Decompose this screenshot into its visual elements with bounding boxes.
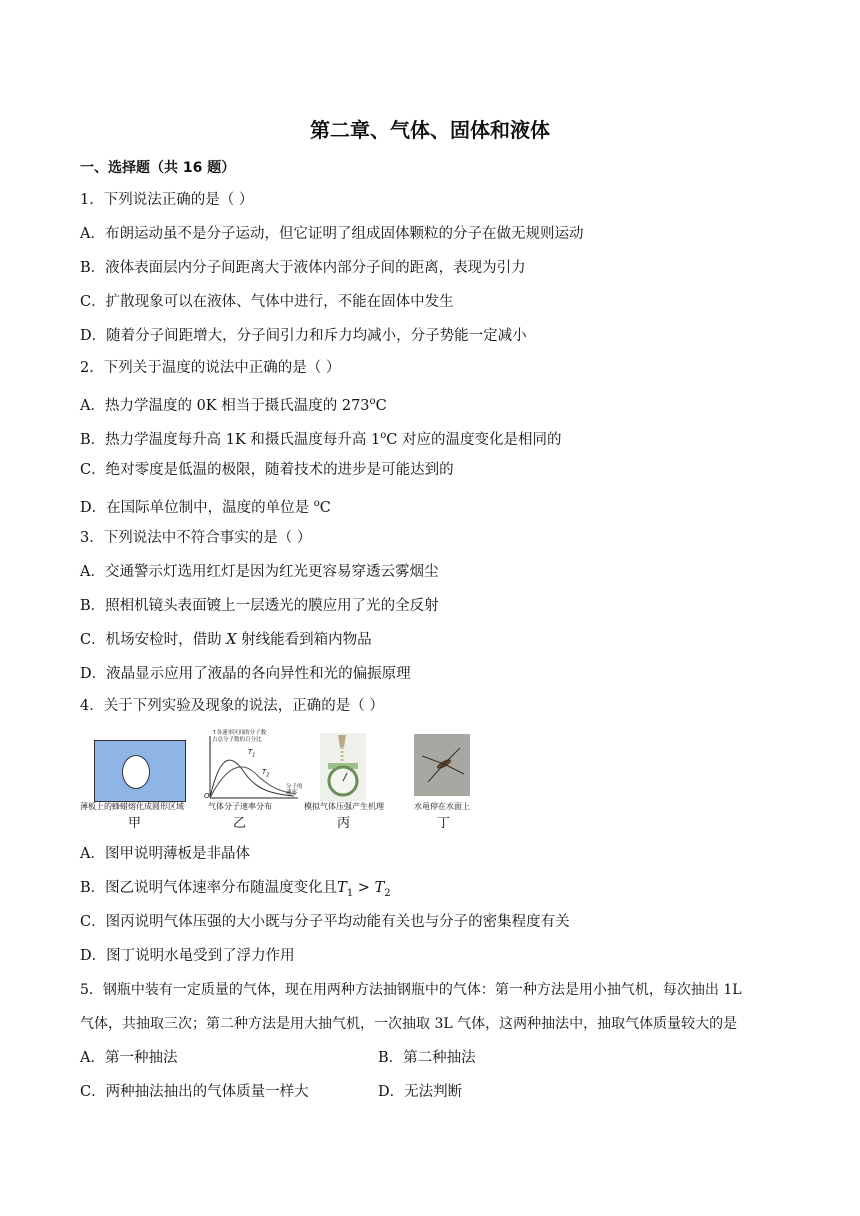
- curve-t1: [210, 760, 294, 798]
- wax-circle: [122, 755, 150, 789]
- question-5-stem-line1: 5．钢瓶中装有一定质量的气体，现在用两种方法抽钢瓶中的气体：第一种方法是用小抽气机，每次抽出 1L: [80, 982, 742, 998]
- question-5-option-d: D．无法判断: [378, 1084, 463, 1100]
- question-4-option-c: C．图丙说明气体压强的大小既与分子平均动能有关也与分子的密集程度有关: [80, 914, 570, 930]
- question-1-option-b: B．液体表面层内分子间距离大于液体内部分子间的距离，表现为引力: [80, 260, 526, 276]
- question-5-option-a: A．第一种抽法: [80, 1050, 178, 1066]
- question-4-option-a: A．图甲说明薄板是非晶体: [80, 846, 250, 862]
- question-3-stem: 3．下列说法中不符合事实的是（ ）: [80, 530, 312, 546]
- question-4-stem: 4．关于下列实验及现象的说法，正确的是（ ）: [80, 698, 384, 714]
- figure-ding-caption: 水黾停在水面上: [414, 802, 470, 811]
- question-5-option-c: C．两种抽法抽出的气体质量一样大: [80, 1084, 309, 1100]
- question-2-option-c: C．绝对零度是低温的极限，随着技术的进步是可能达到的: [80, 462, 454, 478]
- question-4-option-b: B．图乙说明气体速率分布随温度变化且$T_1 > T_2$: [80, 880, 391, 899]
- question-3-option-c: C．机场安检时，借助 X 射线能看到箱内物品: [80, 632, 372, 648]
- figure-yi-t2: $T_2$: [262, 768, 270, 779]
- figure-ding-label: 丁: [437, 816, 451, 831]
- figure-ding-photo: [414, 734, 470, 796]
- figure-yi-xlabel: 分子的 速率: [286, 784, 303, 796]
- figure-yi-label: 乙: [233, 816, 247, 831]
- question-5-stem-line2: 气体，共抽取三次；第二种方法是用大抽气机，一次抽取 3L 气体，这两种抽法中，抽取气体质量较大的是: [80, 1016, 738, 1032]
- question-2-option-a: A．热力学温度的 0K 相当于摄氏温度的 273$^o$C: [80, 396, 387, 414]
- question-1-option-a: A．布朗运动虽不是分子运动，但它证明了组成固体颗粒的分子在做无规则运动: [80, 226, 584, 242]
- figure-yi-ylabel: ↑各速率区间的分子数 占总分子数的百分比: [212, 730, 267, 743]
- question-1-option-d: D．随着分子间距增大，分子间引力和斥力均减小，分子势能一定减小: [80, 328, 527, 344]
- page-title: 第二章、气体、固体和液体: [310, 118, 550, 142]
- figure-bing-caption: 模拟气体压强产生机理: [304, 802, 384, 811]
- question-3-option-d: D．液晶显示应用了液晶的各向异性和光的偏振原理: [80, 666, 411, 682]
- figure-yi-origin: O: [204, 792, 210, 800]
- figure-bing-label: 丙: [337, 816, 351, 831]
- question-4-option-d: D．图丁说明水黾受到了浮力作用: [80, 948, 295, 964]
- figure-jia-label: 甲: [128, 816, 142, 831]
- figure-yi-t1: $T_1$: [248, 748, 256, 759]
- question-2-option-b: B．热力学温度每升高 1K 和摄氏温度每升高 1$^o$C 对应的温度变化是相同的: [80, 430, 562, 448]
- question-1-option-c: C．扩散现象可以在液体、气体中进行，不能在固体中发生: [80, 294, 454, 310]
- question-2-stem: 2．下列关于温度的说法中正确的是（ ）: [80, 360, 341, 376]
- question-5-option-b: B．第二种抽法: [378, 1050, 476, 1066]
- question-3-option-a: A．交通警示灯选用红灯是因为红光更容易穿透云雾烟尘: [80, 564, 439, 580]
- figure-yi-caption: 气体分子速率分布: [208, 802, 272, 811]
- figure-jia-caption: 薄板上的蜂蜡熔化成圆形区域: [80, 802, 184, 811]
- figure-jia-plate: [94, 740, 186, 802]
- question-2-option-d: D．在国际单位制中，温度的单位是 $^o$C: [80, 498, 331, 516]
- question-3-option-b: B．照相机镜头表面镀上一层透光的膜应用了光的全反射: [80, 598, 439, 614]
- figure-bing-photo: [320, 733, 366, 801]
- section-heading: 一、选择题（共 16 题）: [80, 160, 236, 176]
- question-1-stem: 1．下列说法正确的是（ ）: [80, 192, 254, 208]
